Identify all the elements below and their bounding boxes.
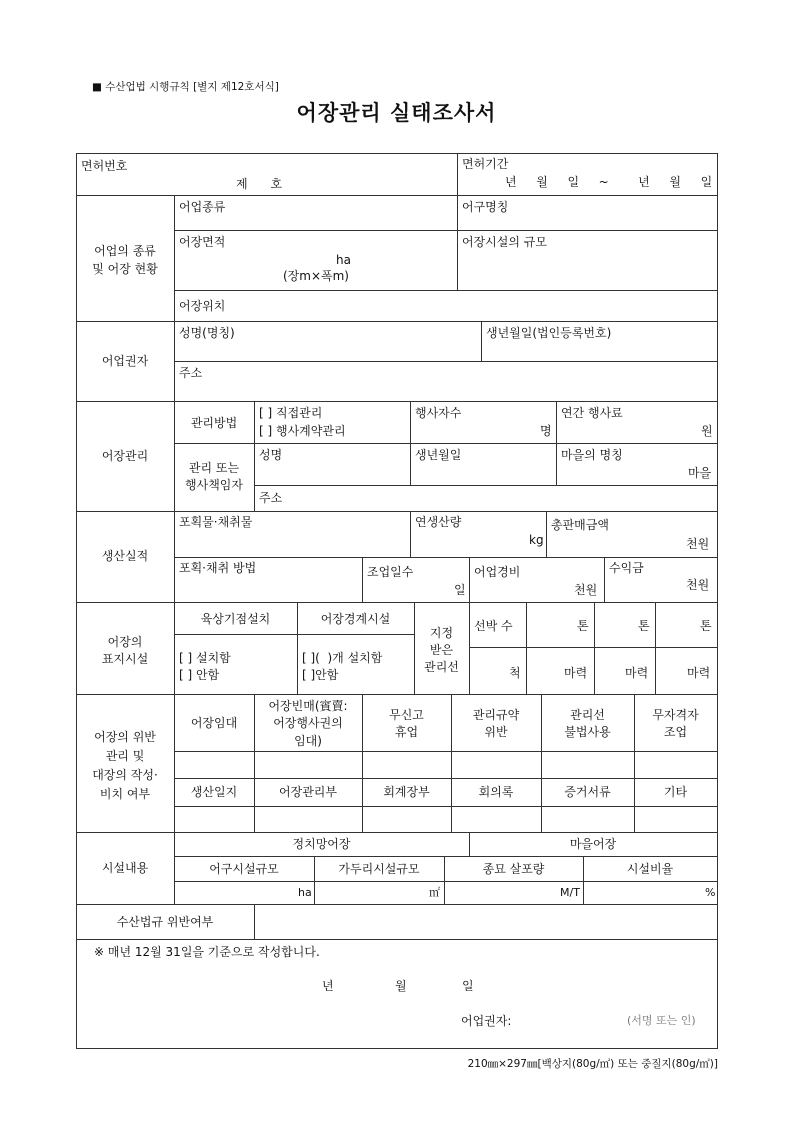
catch-label: 포획물·채취물 xyxy=(179,515,253,529)
sale-label-2: 어장행사권의 xyxy=(273,716,343,730)
gear-name-label: 어구명칭 xyxy=(462,200,509,214)
horsepower-unit-1: 마력 xyxy=(564,666,588,680)
option-direct-management[interactable]: [ ] 직접관리 xyxy=(259,406,323,420)
managed-vessel-label-1: 지정 xyxy=(429,626,454,640)
annual-yield-unit: kg xyxy=(529,533,544,547)
tonnage-unit-3: 톤 xyxy=(700,619,712,633)
village-unit: 마을 xyxy=(688,466,712,480)
fishery-area-unit: ha xyxy=(336,253,351,267)
sale-label-3: 임대) xyxy=(294,734,322,748)
profit-label: 수익금 xyxy=(609,561,644,575)
violations-section-label-2: 관리 및 xyxy=(105,749,145,763)
paper-spec-footer: 210㎜×297㎜[백상지(80g/㎡) 또는 중질지(80g/㎡)] xyxy=(467,1058,718,1070)
fishery-type-label: 어업종류 xyxy=(179,200,226,214)
license-number-label: 면허번호 xyxy=(81,159,128,173)
license-period-value: 년 월 일 ~ 년 월 일 xyxy=(505,175,713,189)
fishery-area-formula: (장m×폭m) xyxy=(283,269,349,283)
management-method-label: 관리방법 xyxy=(190,416,238,430)
facility-ratio-label: 시설비율 xyxy=(626,862,674,876)
facility-scale-label: 어장시설의 규모 xyxy=(462,235,547,249)
enclosure-scale-label: 가두리시설규모 xyxy=(338,862,420,876)
rules-violation-label-1: 관리규약 xyxy=(472,708,520,722)
boundary-facility-label: 어장경계시설 xyxy=(320,612,391,626)
lease-label: 어장임대 xyxy=(190,716,238,730)
operating-days-label: 조업일수 xyxy=(367,565,414,579)
minutes-label: 회의록 xyxy=(478,785,514,799)
signature-hint: (서명 또는 인) xyxy=(627,1014,696,1027)
holder-name-label: 성명(명칭) xyxy=(179,326,235,340)
operators-unit: 명 xyxy=(540,424,552,438)
fishery-location-label: 어장위치 xyxy=(179,299,226,313)
catch-method-label: 포획·채취 방법 xyxy=(179,561,257,575)
vessel-count-label: 선박 수 xyxy=(474,619,513,633)
horsepower-unit-3: 마력 xyxy=(687,666,711,680)
boundary-option-yes[interactable]: [ ]( )개 설치함 xyxy=(302,651,383,665)
date-year-label: 년 xyxy=(322,979,334,993)
license-period-label: 면허기간 xyxy=(462,157,509,171)
fishery-area-label: 어장면적 xyxy=(179,235,226,249)
license-number-value: 제 호 xyxy=(236,177,283,191)
rules-violation-label-2: 위반 xyxy=(484,725,508,739)
date-month-label: 월 xyxy=(395,979,407,993)
boundary-option-no[interactable]: [ ]안함 xyxy=(302,668,339,682)
unqualified-operation-label-2: 조업 xyxy=(663,725,688,739)
signature-label: 어업권자: xyxy=(461,1014,512,1028)
annual-basis-note: ※ 매년 12월 31일을 기준으로 작성합니다. xyxy=(94,945,320,959)
unreported-closure-label-2: 휴업 xyxy=(394,725,419,739)
vessel-misuse-label-2: 불법사용 xyxy=(564,725,611,739)
managed-vessel-label-3: 관리선 xyxy=(424,660,459,674)
management-ledger-label: 어장관리부 xyxy=(279,785,337,799)
manager-address-label: 주소 xyxy=(259,491,283,505)
management-section-label: 어장관리 xyxy=(101,449,149,463)
unqualified-operation-label-1: 무자격자 xyxy=(652,708,699,722)
accounts-book-label: 회계장부 xyxy=(383,785,430,799)
gear-scale-label: 어구시설규모 xyxy=(209,862,279,876)
tonnage-unit-2: 톤 xyxy=(638,619,650,633)
fishery-status-section-label-1: 어업의 종류 xyxy=(94,244,156,258)
violations-section-label-4: 비치 여부 xyxy=(99,787,151,801)
facility-ratio-unit: % xyxy=(705,886,716,899)
profit-unit: 천원 xyxy=(686,578,710,592)
law-violation-label: 수산법규 위반여부 xyxy=(116,915,214,929)
unreported-closure-label-1: 무신고 xyxy=(389,708,424,722)
holder-birth-label: 생년월일(법인등록번호) xyxy=(486,326,612,340)
option-contract-management[interactable]: [ ] 행사계약관리 xyxy=(259,424,346,438)
holder-address-label: 주소 xyxy=(179,366,203,380)
tonnage-unit-1: 톤 xyxy=(577,619,589,633)
manager-birth-label: 생년월일 xyxy=(415,448,462,462)
vessel-count-unit: 척 xyxy=(509,666,521,680)
manager-label-2: 행사책임자 xyxy=(185,478,243,492)
total-sales-unit: 천원 xyxy=(686,537,710,551)
evidence-label: 증거서류 xyxy=(564,785,611,799)
village-name-label: 마을의 명칭 xyxy=(561,448,623,462)
operating-days-unit: 일 xyxy=(454,583,466,597)
production-diary-label: 생산일지 xyxy=(190,785,238,799)
operators-label: 행사자수 xyxy=(415,406,462,420)
holder-section-label: 어업권자 xyxy=(101,354,149,368)
markers-section-label-2: 표지시설 xyxy=(101,652,149,666)
fishery-expense-unit: 천원 xyxy=(574,583,598,597)
vessel-misuse-label-1: 관리선 xyxy=(570,708,605,722)
fishery-expense-label: 어업경비 xyxy=(474,565,521,579)
gear-scale-unit: ha xyxy=(298,886,312,899)
manager-name-label: 성명 xyxy=(259,448,283,462)
violations-section-label-1: 어장의 위반 xyxy=(94,730,156,744)
annual-fee-unit: 원 xyxy=(701,424,713,438)
seed-amount-label: 종묘 살포량 xyxy=(482,862,545,876)
land-base-option-yes[interactable]: [ ] 설치함 xyxy=(179,651,231,665)
village-fishery-label: 마을어장 xyxy=(569,837,617,851)
form-reference-note: ■ 수산업법 시행규칙 [별지 제12호서식] xyxy=(92,81,279,93)
fixed-net-label: 정치망어장 xyxy=(292,837,351,851)
page-title: 어장관리 실태조사서 xyxy=(296,101,497,125)
seed-amount-unit: M/T xyxy=(560,886,580,899)
total-sales-label: 총판매금액 xyxy=(551,518,609,532)
sale-label-1: 어장빈매(賓賣: xyxy=(268,699,348,713)
fishery-status-section-label-2: 및 어장 현황 xyxy=(92,262,158,276)
enclosure-scale-unit: ㎡ xyxy=(429,886,440,899)
annual-fee-label: 연간 행사료 xyxy=(561,406,623,420)
land-base-option-no[interactable]: [ ] 안함 xyxy=(179,668,220,682)
violations-section-label-3: 대장의 작성· xyxy=(92,768,158,782)
horsepower-unit-2: 마력 xyxy=(625,666,649,680)
annual-yield-label: 연생산량 xyxy=(415,515,462,529)
managed-vessel-label-2: 받은 xyxy=(429,643,454,657)
facility-section-label: 시설내용 xyxy=(101,861,149,875)
land-base-label: 육상기점설치 xyxy=(200,612,271,626)
manager-label-1: 관리 또는 xyxy=(188,461,240,475)
markers-section-label-1: 어장의 xyxy=(107,635,143,649)
date-day-label: 일 xyxy=(462,979,474,993)
other-label: 기타 xyxy=(663,785,688,799)
production-section-label: 생산실적 xyxy=(101,549,149,563)
